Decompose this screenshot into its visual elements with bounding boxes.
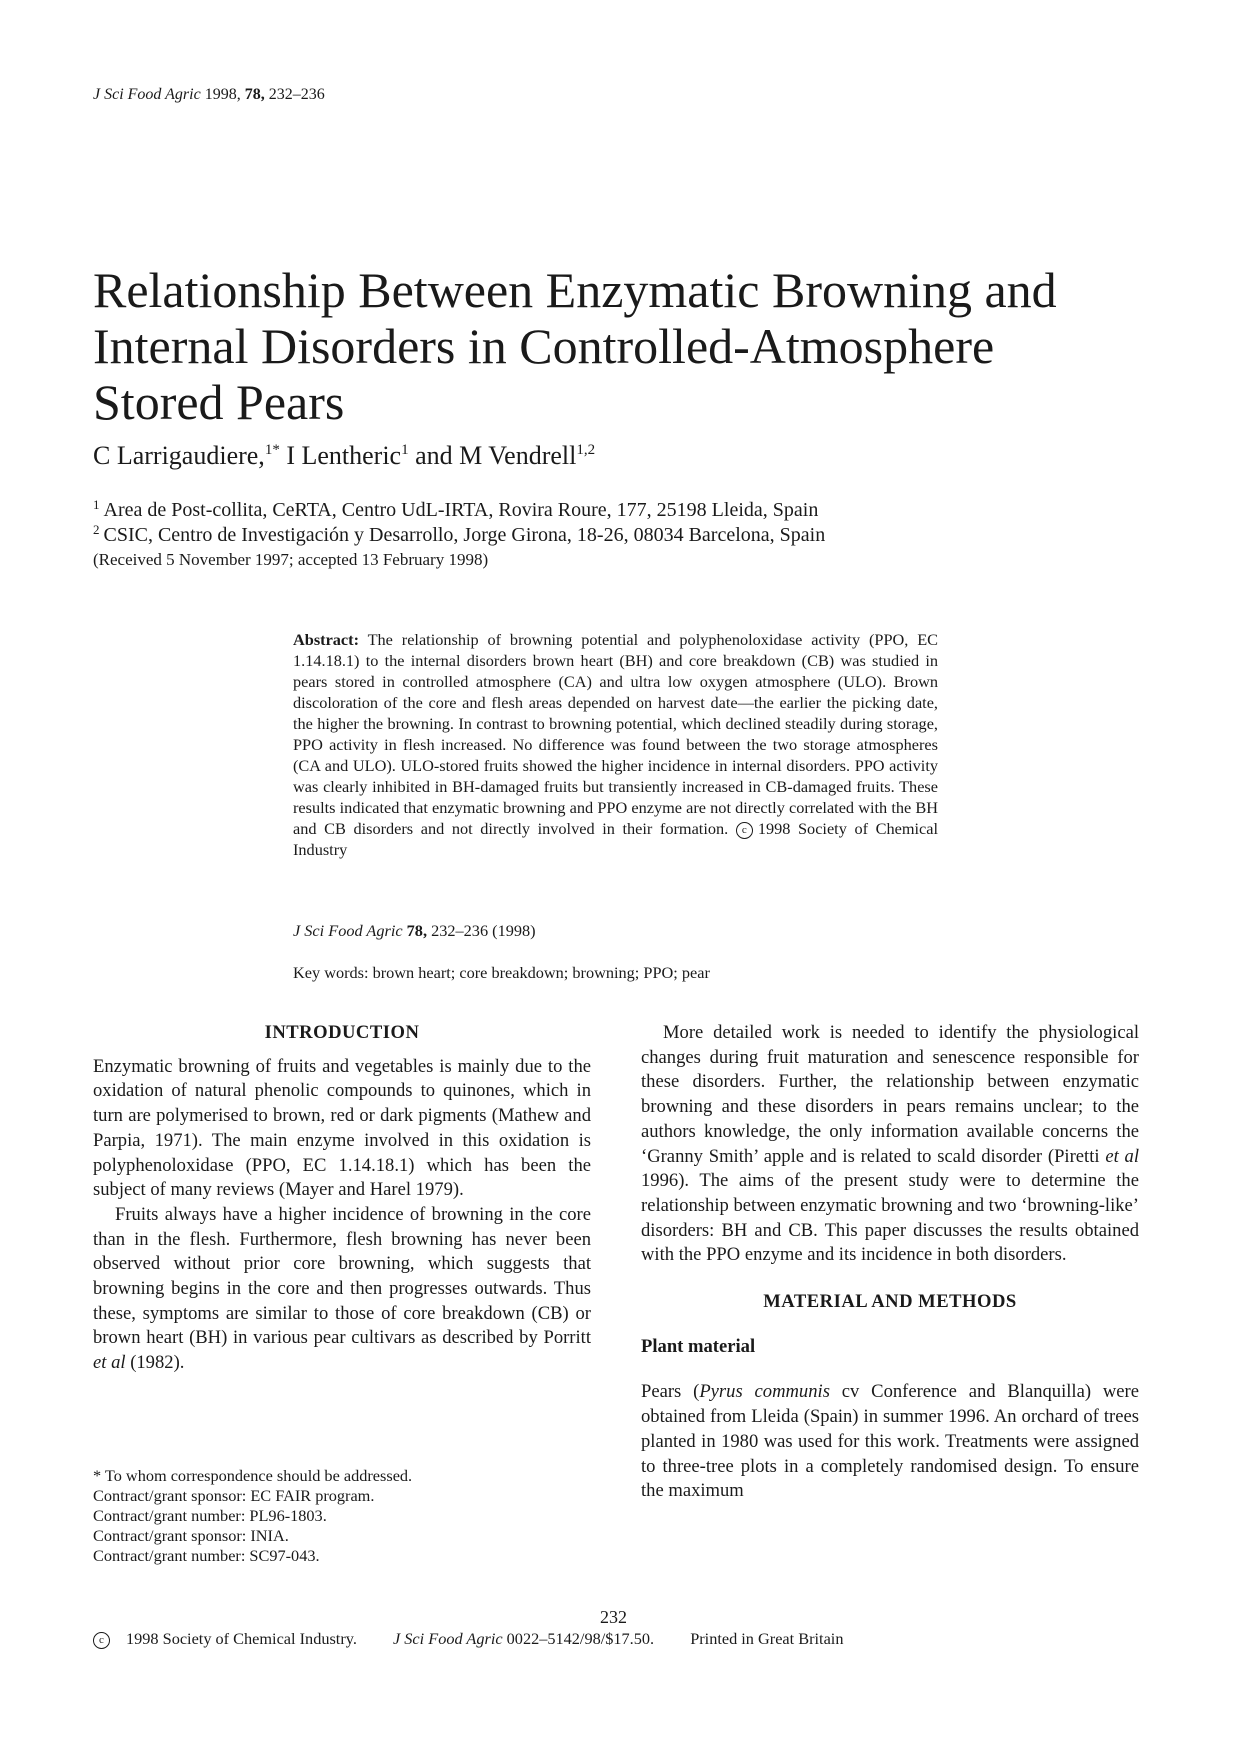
- species-name: Pyrus communis: [699, 1381, 830, 1403]
- author-affiliation-mark: 1: [401, 442, 409, 458]
- running-header-journal: J Sci Food Agric: [93, 86, 201, 103]
- citation-pages: 232–236 (1998): [431, 921, 536, 940]
- paragraph-italic: et al: [1105, 1145, 1139, 1167]
- paragraph: [93, 1203, 591, 1376]
- section-heading-introduction: INTRODUCTION: [264, 1022, 420, 1043]
- title-line: Stored Pears: [93, 374, 345, 430]
- received-dates: (Received 5 November 1997; accepted 13 February 1998): [93, 550, 489, 569]
- abstract-label: Abstract:: [293, 630, 360, 649]
- subsection-heading: Plant material: [641, 1335, 756, 1357]
- footnote: * To whom correspondence should be addressed.: [93, 1466, 413, 1485]
- paragraph: [641, 1380, 1139, 1504]
- running-header-year: 1998,: [204, 86, 241, 103]
- running-header-volume: 78,: [244, 86, 265, 103]
- article-title: [93, 262, 1153, 430]
- footnote: Contract/grant number: SC97-043.: [93, 1546, 320, 1565]
- right-column: [641, 1021, 1139, 1504]
- author-affiliation-mark: 1*: [264, 442, 280, 458]
- left-column: [93, 1021, 591, 1376]
- abstract: [293, 629, 938, 860]
- paragraph-italic: et al: [93, 1352, 126, 1374]
- copyright-icon: c: [736, 822, 753, 839]
- paragraph: Enzymatic browning of fruits and vegetables is mainly due to the oxidation of natural phenolic compounds to quinones, which in turn are polymerised to brown, red or dark pigments (Mathew and Parpia, 1971). The main enzyme involved in this oxidation is polyphenoloxidase (PPO, EC 1.14.18.1) which has been the subject of many reviews (Mayer and Harel 1979).: [93, 1055, 591, 1201]
- keywords: Key words: brown heart; core breakdown; browning; PPO; pear: [293, 963, 710, 982]
- paragraph-text: Pears (: [641, 1381, 700, 1403]
- author-name: C Larrigaudiere,: [93, 441, 265, 470]
- affiliation-text: Area de Post-collita, CeRTA, Centro UdL-IRTA, Rovira Roure, 177, 25198 Lleida, Spain: [103, 499, 819, 521]
- affiliation-text: CSIC, Centro de Investigación y Desarrollo, Jorge Girona, 18-26, 08034 Barcelona, Spain: [103, 524, 826, 546]
- affiliation-mark: 1: [93, 497, 100, 512]
- running-header: [93, 86, 325, 104]
- footnotes: [93, 1466, 412, 1566]
- paragraph-text: 1996). The aims of the present study were to determine the relationship between enzymatic browning and two ‘browning-like’ disorders: BH and CB. This paper discusses the results obtained with the PPO enzyme and its incidence in both disorders.: [641, 1170, 1139, 1266]
- footnote: Contract/grant sponsor: EC FAIR program.: [93, 1486, 375, 1505]
- citation-line: [293, 921, 536, 941]
- abstract-copyright: 1998 Society of Chemical Industry: [293, 819, 939, 859]
- page-footer: [93, 1629, 859, 1649]
- paragraph-text: More detailed work is needed to identify the physiological changes during fruit maturation and senescence responsible for these disorders. Further, the relationship between enzymatic browning and these disorders in pears remains unclear; to the authors knowledge, the only information available concerns the ‘Granny Smith’ apple and is related to scald disorder (Piretti: [641, 1022, 1139, 1167]
- title-line: Internal Disorders in Controlled-Atmosphere: [93, 318, 995, 374]
- title-line: Relationship Between Enzymatic Browning and: [93, 262, 1057, 318]
- footer-journal: J Sci Food Agric: [393, 1629, 503, 1648]
- affiliation-mark: 2: [93, 522, 100, 537]
- author-conjunction: and: [415, 441, 453, 470]
- footer-printed: Printed in Great Britain: [690, 1629, 844, 1648]
- footnote: Contract/grant number: PL96-1803.: [93, 1506, 327, 1525]
- paragraph-text: cv Conference and Blanquilla) were obtained from Lleida (Spain) in summer 1996. An orchard of trees planted in 1980 was used for this work. Treatments were assigned to three-tree plots in a completely randomised design. To ensure the maximum: [641, 1381, 1139, 1502]
- author-list: [93, 441, 595, 471]
- abstract-text: The relationship of browning potential and polyphenoloxidase activity (PPO, EC 1.14.18.1) to the internal disorders brown heart (BH) and core breakdown (CB) was studied in pears stored in controlled atmosphere (CA) and ultra low oxygen atmosphere (ULO). Brown discoloration of the core and flesh areas depended on harvest date—the earlier the picking date, the higher the browning. In contrast to browning potential, which declined steadily during storage, PPO activity in flesh increased. No difference was found between the two storage atmospheres (CA and ULO). ULO-stored fruits showed the higher incidence in internal disorders. PPO activity was clearly inhibited in BH-damaged fruits but transiently increased in CB-damaged fruits. These results indicated that enzymatic browning and PPO enzyme are not directly correlated with the BH and CB disorders and not directly involved in their formation.: [293, 630, 938, 838]
- paragraph: [641, 1021, 1139, 1268]
- page-number: 232: [600, 1607, 627, 1627]
- copyright-icon: c: [93, 1632, 110, 1649]
- citation-journal: J Sci Food Agric: [293, 921, 403, 940]
- author-name: M Vendrell: [459, 441, 577, 470]
- author-name: I Lentheric: [286, 441, 402, 470]
- running-header-pages: 232–236: [268, 86, 325, 103]
- footer-society: 1998 Society of Chemical Industry.: [126, 1629, 357, 1648]
- citation-volume: 78,: [406, 921, 428, 940]
- author-affiliation-mark: 1,2: [576, 442, 596, 458]
- footer-issn: 0022–5142/98/$17.50.: [506, 1629, 655, 1648]
- footnote: Contract/grant sponsor: INIA.: [93, 1526, 289, 1545]
- paragraph-text: (1982).: [130, 1352, 185, 1374]
- section-heading-methods: MATERIAL AND METHODS: [763, 1291, 1017, 1313]
- affiliation: [93, 499, 818, 522]
- paragraph-text: Fruits always have a higher incidence of browning in the core than in the flesh. Furthermore, flesh browning has never been observed without prior core browning, which suggests that browning begins in the core and then progresses outwards. Thus these, symptoms are similar to those of core breakdown (CB) or brown heart (BH) in various pear cultivars as described by Porritt: [93, 1203, 591, 1349]
- affiliation: [93, 524, 825, 547]
